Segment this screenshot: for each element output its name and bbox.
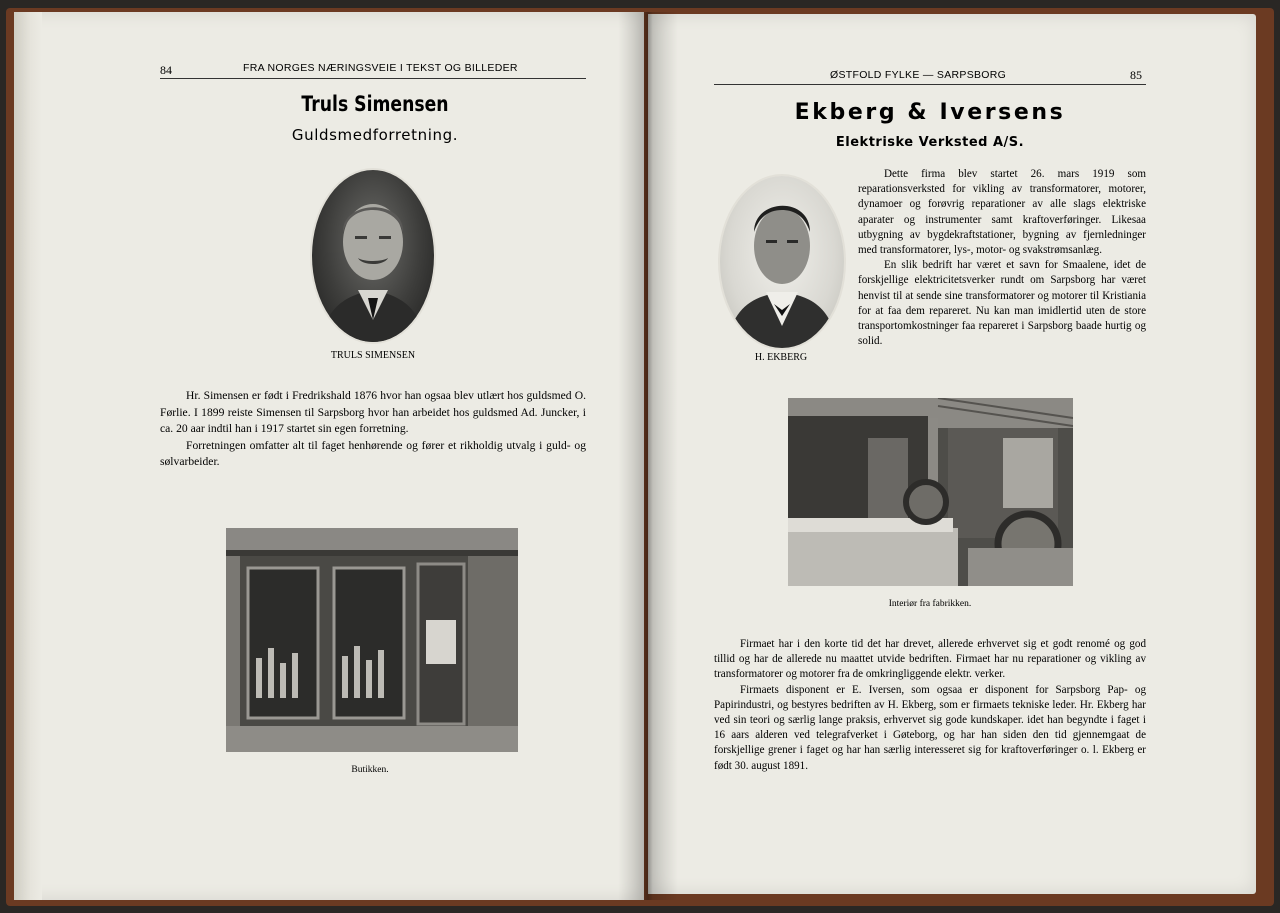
- workshop-photo: [788, 398, 1073, 586]
- right-header-rule: [714, 84, 1146, 85]
- right-title: Ekberg & Iversens: [794, 100, 1066, 125]
- right-intro-text: [858, 167, 1146, 349]
- left-body-paragraph-2: Forretningen omfatter alt til faget henhørende og fører et rikholdig utvalg i guld- og sølvarbeider.: [160, 438, 586, 469]
- workshop-photo-caption: Interiør fra fabrikken.: [888, 599, 972, 609]
- workshop-photo-drawing: [788, 398, 1073, 586]
- portrait-h-ekberg: [720, 176, 844, 348]
- left-portrait-caption: TRULS SIMENSEN: [330, 350, 416, 361]
- right-subtitle: Elektriske Verksted A/S.: [835, 135, 1025, 150]
- right-body-paragraph-1: Firmaet har i den korte tid det har drevet, allerede erhvervet sig et godt renomé og god tillid og har de allerede nu maattet utvide bedriften. Firmaet har nu reparationer og vikling av transformatorer og motorer fra de omkringliggende elektr. verker.: [714, 638, 1146, 681]
- right-page-number: 85: [1130, 68, 1142, 82]
- left-body-text: [160, 388, 586, 471]
- portrait-figure: [720, 176, 844, 348]
- right-intro-paragraph-1: Dette firma blev startet 26. mars 1919 som reparationsverksted for vikling av transformatorer, motorer, dynamoer og forøvrig reparationer av alle slags elektriske aparater og instrumenter samt kraftoverføringer. Likesaa utbygning av bygdekraftstationer, bygning av fjernledninger med transformatorer, lys-, motor- og svakstrømsanlæg.: [858, 168, 1146, 257]
- left-page-number: 84: [160, 63, 172, 77]
- left-body-paragraph-1: Hr. Simensen er født i Fredrikshald 1876 hvor han ogsaa blev utlært hos guldsmed O. Førlie. I 1899 reiste Simensen til Sarpsborg hvor han arbeidet hos guldsmed Ad. Juncker, i ca. 20 aar indtil han i 1917 startet sin egen forretning.: [160, 389, 586, 436]
- left-running-head: FRA NORGES NÆRINGSVEIE I TEKST OG BILLEDER: [243, 62, 518, 74]
- right-intro-paragraph-2: En slik bedrift har været et savn for Smaalene, idet de forskjellige elektricitetsverker rundt om Sarpsborg har været henvist til at sende sine transformatorer og motorer til Kristiania for at faa dem repareret. Nu kan man imidlertid uten de store transportomkostninger faa repareret i Sarpsborg baade hurtig og solid.: [858, 259, 1146, 348]
- left-title: Truls Simensen: [301, 92, 449, 116]
- right-running-head: ØSTFOLD FYLKE — SARPSBORG: [830, 69, 1007, 81]
- shop-photo-drawing: [226, 528, 518, 752]
- portrait-figure: [312, 170, 434, 342]
- left-header-rule: [160, 78, 586, 79]
- portrait-truls-simensen: [312, 170, 434, 342]
- shop-photo: [226, 528, 518, 752]
- left-subtitle: Guldsmedforretning.: [291, 126, 459, 144]
- right-body-text: [714, 637, 1146, 774]
- right-portrait-caption: H. EKBERG: [754, 352, 808, 363]
- shop-photo-caption: Butikken.: [351, 765, 389, 775]
- right-body-paragraph-2: Firmaets disponent er E. Iversen, som ogsaa er disponent for Sarpsborg Pap- og Papirindustri, og bestyres bedriften av H. Ekberg, som er firmaets tekniske leder. Hr. Ekberg har ved sin teori og særlig lange praksis, erhvervet sig gode kundskaper. idet han begyndte i faget i 16 aars alderen ved telegrafverket i Gøteborg, og har han siden den tid gjennemgaat de forskjellige grener i faget og har han særlig interesseret sig for kraftoverføringer o. l. Ekberg er født 30. august 1891.: [714, 683, 1146, 772]
- page-stack-edge: [14, 12, 42, 900]
